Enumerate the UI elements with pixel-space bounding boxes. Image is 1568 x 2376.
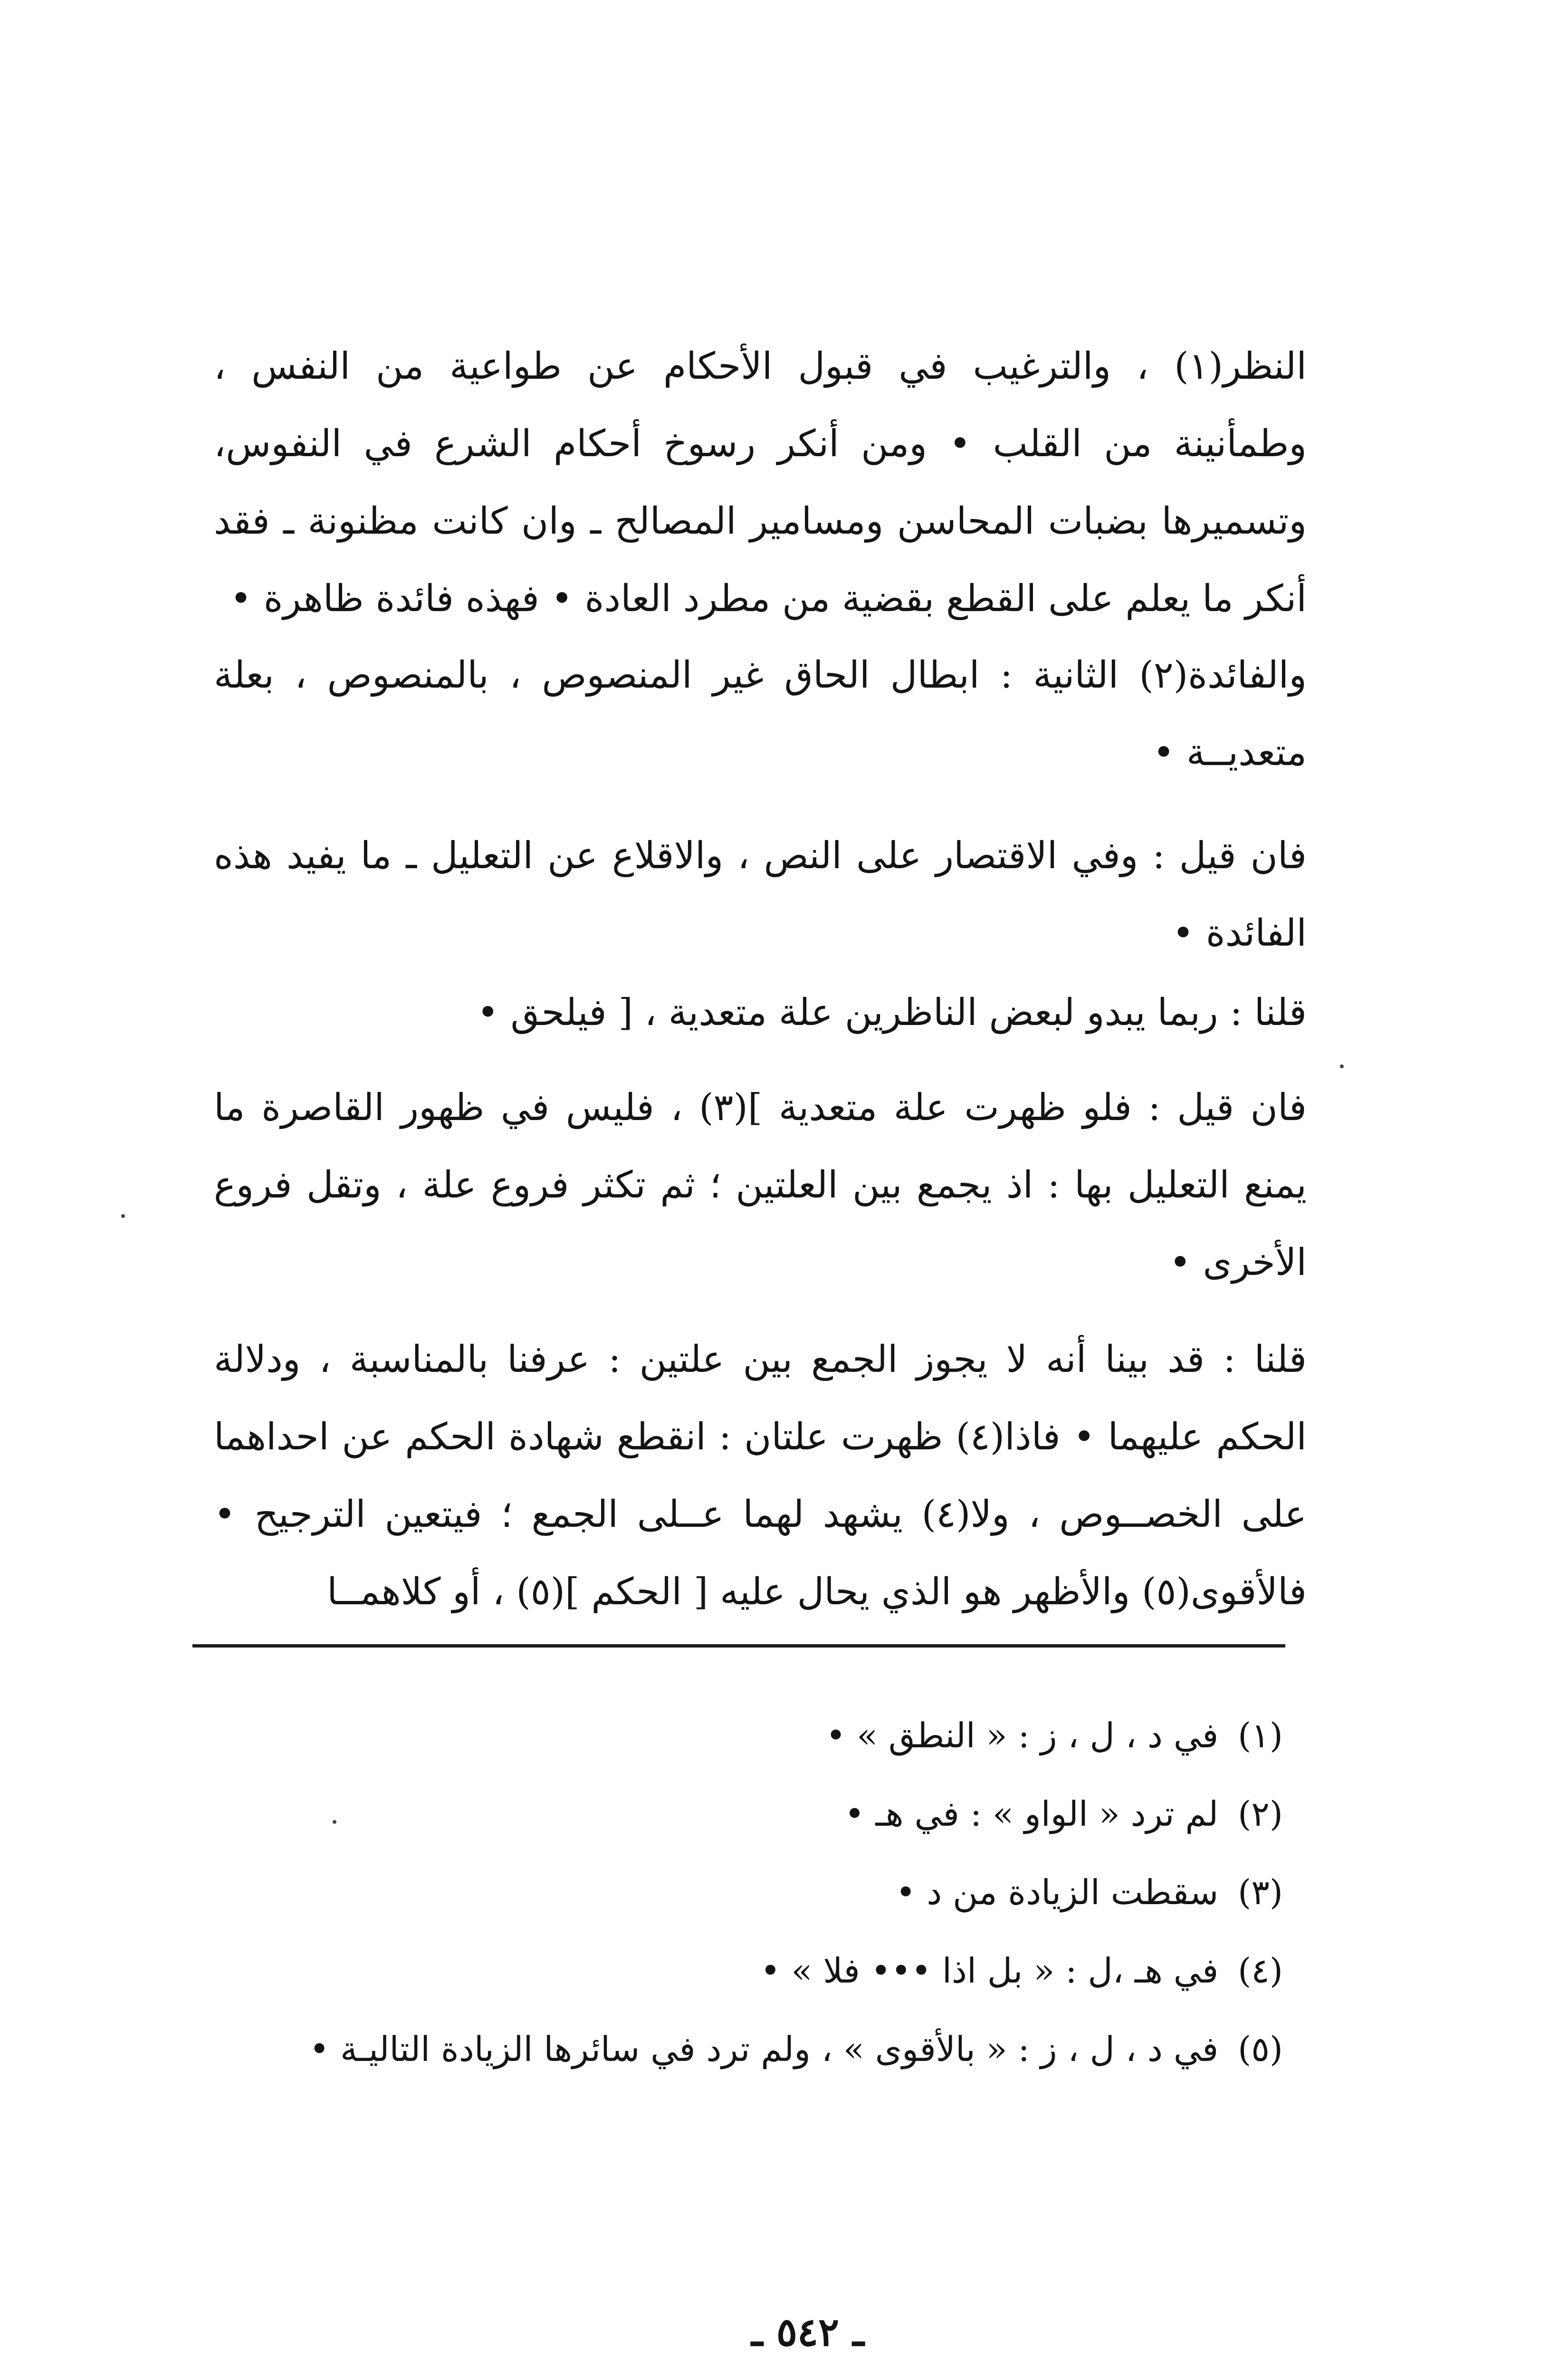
paragraph-2: والفائدة(٢) الثانية : ابطال الحاق غير المنصوص ، بالمنصوص ، بعلة متعديــة • <box>214 654 1307 774</box>
paragraph-4: قلنا : ربما يبدو لبعض الناظرين علة متعدية ، [ فيلحق • <box>477 991 1307 1034</box>
scan-speck <box>333 1820 336 1824</box>
page-number: ـ ٥٤٢ ـ <box>751 2309 864 2355</box>
footnote-text: في د ، ل ، ز : « بالأقوى » ، ولم ترد في سائرها الزيادة التاليـة • <box>309 2029 1219 2069</box>
scan-speck <box>1340 1064 1344 1068</box>
paragraph-3: فان قيل : وفي الاقتصار على النص ، والاقلاع عن التعليل ـ ما يفيد هذه الفائدة • <box>214 834 1307 955</box>
footnote-text: في هـ ،ل : « بل اذا ••• فلا » • <box>760 1951 1219 1991</box>
footnote-item <box>166 2010 1283 2089</box>
footnote-text: سقطت الزيادة من د • <box>895 1872 1219 1912</box>
footnote-item <box>166 1853 1283 1932</box>
footnote-marker: (٥) <box>1238 2029 1283 2069</box>
footnote-marker: (٣) <box>1238 1872 1283 1912</box>
footnote-item <box>166 1932 1283 2010</box>
footnote-text: لم ترد « الواو » : في هـ • <box>844 1794 1219 1834</box>
footnote-marker: (٤) <box>1238 1951 1283 1991</box>
footnote-text: في د ، ل ، ز : « النطق » • <box>825 1715 1219 1755</box>
footnote-separator <box>192 1644 1285 1648</box>
paragraph-6: قلنا : قد بينا أنه لا يجوز الجمع بين علتين : عرفنا بالمناسبة ، ودلالة الحكم عليهما • فاذا(٤) ظهرت علتان : انقطع شهادة الحكم عن احداهما على الخصــوص ، ولا(٤) يشهد لهما عــلى الجمع ؛ فيتعين الترجيح • فالأقوى(٥) والأظهر هو الذي يحال عليه [ الحكم ](٥) ، أو كلاهمــا <box>214 1338 1307 1613</box>
footnote-marker: (١) <box>1238 1715 1283 1755</box>
footnotes <box>166 1696 1283 2089</box>
footnote-item <box>166 1696 1283 1775</box>
footnote-item <box>166 1775 1283 1853</box>
scan-speck <box>121 1214 125 1218</box>
paragraph-5: فان قيل : فلو ظهرت علة متعدية ](٣) ، فليس في ظهور القاصرة ما يمنع التعليل بها : اذ يجمع بين العلتين ؛ ثم تكثر فروع علة ، وتقل فروع الأخرى • <box>214 1086 1307 1284</box>
footnote-marker: (٢) <box>1238 1794 1283 1834</box>
paragraph-1: النظر(١) ، والترغيب في قبول الأحكام عن طواعية من النفس ، وطمأنينة من القلب • ومن أنكر رسوخ أحكام الشرع في النفوس، وتسميرها بضبات المحاسن ومسامير المصالح ـ وان كانت مظنونة ـ فقد أنكر ما يعلم على القطع بقضية من مطرد العادة • فهذه فائدة ظاهرة • <box>214 345 1307 620</box>
